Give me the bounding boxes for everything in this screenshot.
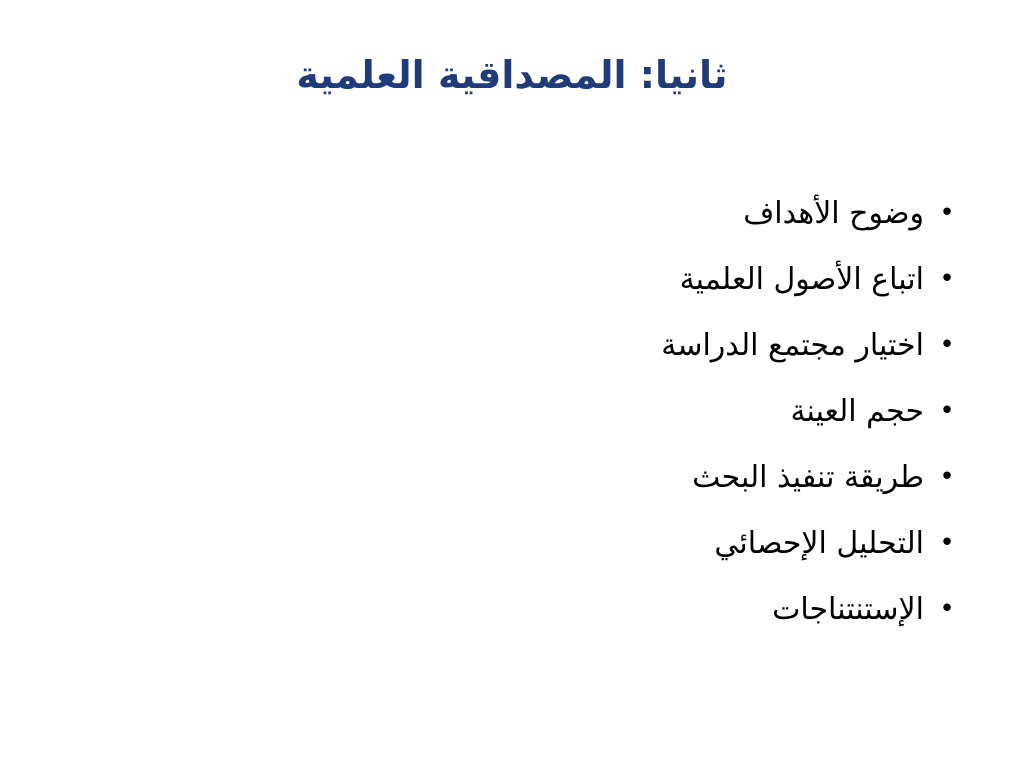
slide-title: ثانيا: المصداقية العلمية [296, 53, 728, 97]
bullet-icon: • [939, 594, 955, 624]
bullet-icon: • [939, 330, 955, 360]
list-item [360, 444, 960, 510]
list-item-label: اتباع الأصول العلمية [679, 261, 924, 297]
bullet-icon: • [939, 198, 955, 228]
list-item [360, 246, 960, 312]
list-item [360, 312, 960, 378]
list-item-label: اختيار مجتمع الدراسة [661, 327, 924, 363]
bullet-icon: • [939, 264, 955, 294]
list-item-label: حجم العينة [790, 393, 924, 429]
list-item [360, 576, 960, 642]
list-item-label: التحليل الإحصائي [714, 525, 924, 561]
bullet-icon: • [939, 462, 955, 492]
bullet-list [360, 180, 960, 642]
list-item [360, 180, 960, 246]
list-item-label: الإستنتناجات [772, 591, 924, 627]
list-item [360, 378, 960, 444]
bullet-icon: • [939, 396, 955, 426]
list-item-label: وضوح الأهداف [743, 195, 924, 231]
list-item-label: طريقة تنفيذ البحث [692, 459, 924, 495]
bullet-icon: • [939, 528, 955, 558]
list-item [360, 510, 960, 576]
